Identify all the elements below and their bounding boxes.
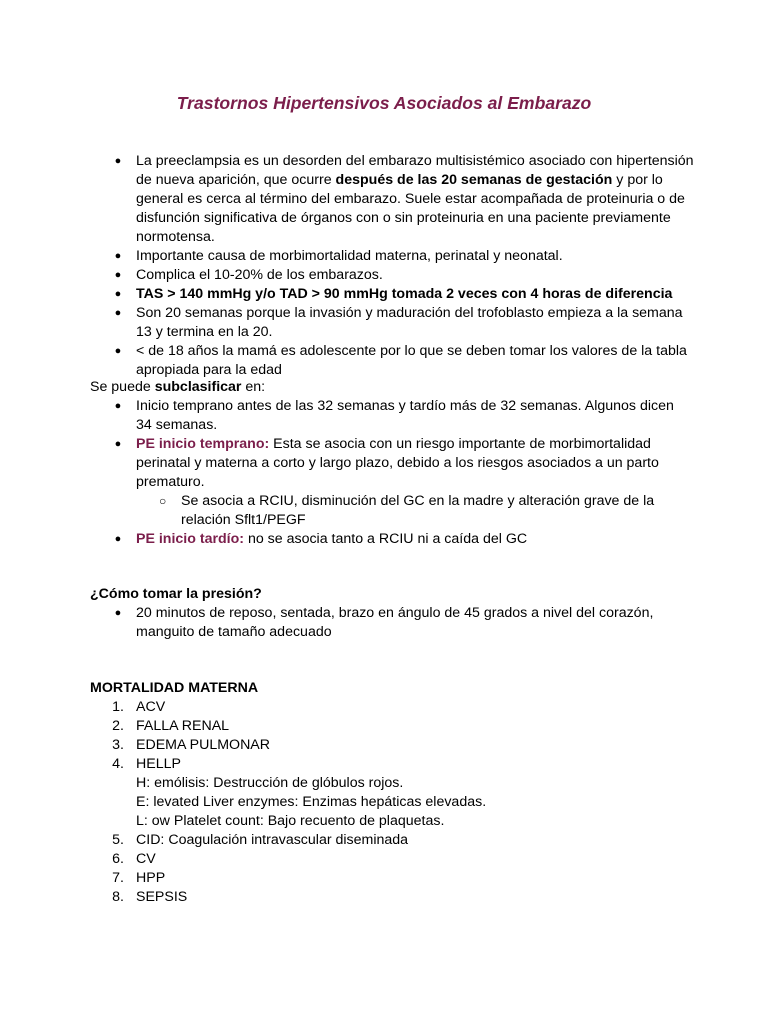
list-number: 4.	[112, 756, 124, 772]
list-item-text: E: levated Liver enzymes: Enzimas hepáticas elevadas.	[136, 794, 487, 810]
bullet-marker: ●	[114, 533, 122, 545]
list-item-text: CV	[136, 851, 156, 867]
bullet-text-line: Inicio temprano antes de las 32 semanas y tardío más de 32 semanas. Algunos dicen	[136, 398, 674, 414]
text-run: en:	[241, 379, 266, 395]
list-item-text: CID: Coagulación intravascular diseminada	[136, 832, 409, 848]
bullet-text-line: normotensa.	[136, 229, 215, 245]
bullet-text-line: Importante causa de morbimortalidad materna, perinatal y neonatal.	[136, 248, 563, 264]
list-number: 2.	[112, 718, 124, 734]
bullet-text-line: relación Sflt1/PEGF	[181, 512, 306, 528]
bullet-text-line: manguito de tamaño adecuado	[136, 624, 332, 640]
text-run: no se asocia tanto a RCIU ni a caída del GC	[244, 531, 528, 547]
list-item-text: L: ow Platelet count: Bajo recuento de plaquetas.	[136, 813, 445, 829]
bullet-text-line	[136, 285, 672, 304]
bullet-text-line: 20 minutos de reposo, sentada, brazo en ángulo de 45 grados a nivel del corazón,	[136, 605, 654, 621]
bullet-marker: ●	[114, 155, 122, 167]
list-number: 1.	[112, 699, 124, 715]
list-number: 7.	[112, 870, 124, 886]
text-run: Se puede	[90, 379, 155, 395]
bullet-text-line: 13 y termina en la 20.	[136, 324, 273, 340]
list-number: 6.	[112, 851, 124, 867]
list-item-text: FALLA RENAL	[136, 718, 230, 734]
list-item-text: ACV	[136, 699, 166, 715]
list-number: 8.	[112, 889, 124, 905]
accent-label: PE inicio tardío:	[136, 531, 244, 547]
bullet-marker: ●	[114, 438, 122, 450]
bold-text: después de las 20 semanas de gestación	[335, 172, 613, 188]
pressure-heading: ¿Cómo tomar la presión?	[90, 586, 262, 602]
list-item-text: SEPSIS	[136, 889, 188, 905]
bullet-text-line: apropiada para la edad	[136, 362, 282, 378]
accent-label: PE inicio temprano:	[136, 436, 270, 452]
bullet-text-line: La preeclampsia es un desorden del embarazo multisistémico asociado con hipertensión	[136, 153, 694, 169]
text-run: de nueva aparición, que ocurre	[136, 172, 336, 188]
list-item-text: HELLP	[136, 756, 181, 772]
bullet-text-line: Complica el 10-20% de los embarazos.	[136, 267, 383, 283]
bullet-marker: ●	[114, 345, 122, 357]
sub-bullet-marker: ○	[159, 494, 167, 508]
list-item-text: EDEMA PULMONAR	[136, 737, 271, 753]
bullet-text-line: < de 18 años la mamá es adolescente por lo que se deben tomar los valores de la tabla	[136, 343, 687, 359]
mortality-heading: MORTALIDAD MATERNA	[90, 680, 259, 696]
bullet-marker: ●	[114, 400, 122, 412]
bullet-marker: ●	[114, 288, 122, 300]
list-item-text: H: emólisis: Destrucción de glóbulos rojos.	[136, 775, 404, 791]
bullet-text-line	[136, 171, 663, 190]
list-item-text: HPP	[136, 870, 166, 886]
bullet-text-line: perinatal y materna a corto y largo plazo, debido a los riesgos asociados a un parto	[136, 455, 659, 471]
bullet-text-line: Se asocia a RCIU, disminución del GC en la madre y alteración grave de la	[181, 493, 655, 509]
bullet-text-line: general es cerca al término del embarazo. Suele estar acompañada de proteinuria o de	[136, 191, 685, 207]
bullet-marker: ●	[114, 607, 122, 619]
bullet-marker: ●	[114, 269, 122, 281]
bold-text: subclasificar	[154, 379, 242, 395]
bullet-text-line: Son 20 semanas porque la invasión y maduración del trofoblasto empieza a la semana	[136, 305, 683, 321]
bullet-text-line	[136, 530, 527, 549]
bullet-text-line: disfunción significativa de órganos con o sin proteinuria en una paciente previamente	[136, 210, 671, 226]
bullet-marker: ●	[114, 250, 122, 262]
subclassify-text	[90, 378, 265, 397]
bold-text: TAS > 140 mmHg y/o TAD > 90 mmHg tomada 2 veces con 4 horas de diferencia	[136, 286, 673, 302]
bullet-text-line: prematuro.	[136, 474, 205, 490]
text-run: Esta se asocia con un riesgo importante de morbimortalidad	[269, 436, 651, 452]
text-run: y por lo	[612, 172, 663, 188]
list-number: 3.	[112, 737, 124, 753]
bullet-text-line	[136, 435, 651, 454]
list-number: 5.	[112, 832, 124, 848]
document-title: Trastornos Hipertensivos Asociados al Embarazo	[176, 93, 592, 113]
bullet-marker: ●	[114, 307, 122, 319]
bullet-text-line: 34 semanas.	[136, 417, 218, 433]
